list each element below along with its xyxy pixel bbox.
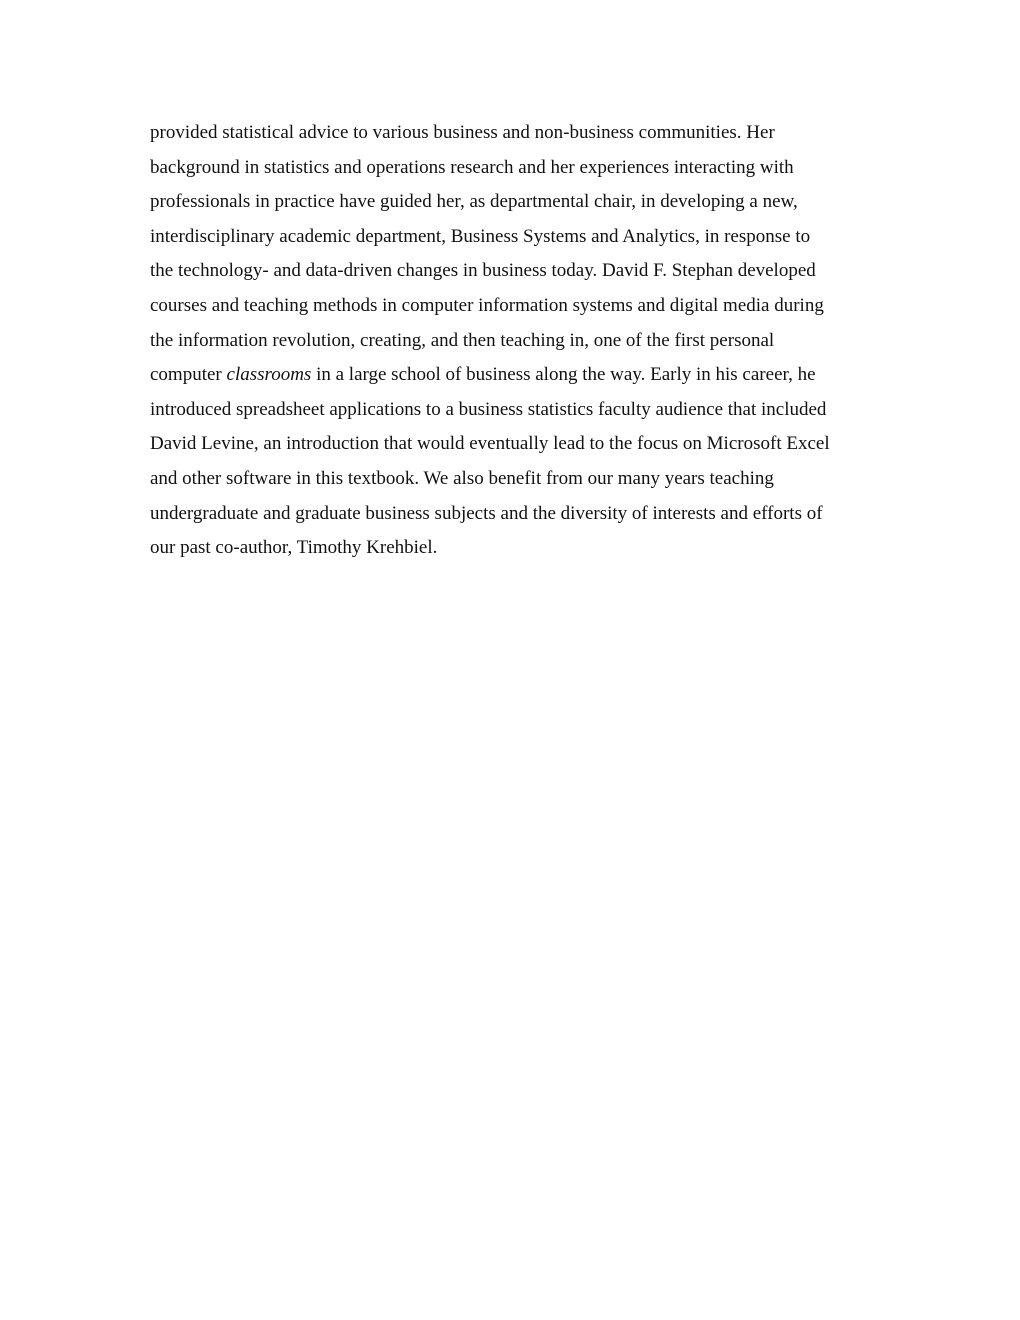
body-paragraph [150,116,890,566]
paragraph-line: courses and teaching methods in computer information systems and digital media during [150,294,824,316]
paragraph-line: David Levine, an introduction that would eventually lead to the focus on Microsoft Excel [150,433,830,455]
italic-word: classrooms [226,364,312,386]
paragraph-line: the information revolution, creating, and then teaching in, one of the first personal [150,329,775,351]
paragraph-line: and other software in this textbook. We also benefit from our many years teaching [150,467,774,489]
line-text-after-italic: in a large school of business along the way. Early in his career, he [311,364,816,386]
paragraph-line: background in statistics and operations research and her experiences interacting with [150,156,794,178]
paragraph-line: the technology- and data-driven changes in business today. David F. Stephan developed [150,260,816,282]
paragraph-line-with-italic [150,358,890,393]
paragraph-line: undergraduate and graduate business subjects and the diversity of interests and efforts of [150,502,823,524]
paragraph-line: interdisciplinary academic department, Business Systems and Analytics, in response to [150,225,811,247]
paragraph-line: introduced spreadsheet applications to a business statistics faculty audience that included [150,398,827,420]
paragraph-line: our past co-author, Timothy Krehbiel. [150,537,438,559]
line-text-before-italic: computer [150,364,227,386]
paragraph-line: professionals in practice have guided her, as departmental chair, in developing a new, [150,191,798,213]
paragraph-line: provided statistical advice to various business and non-business communities. Her [150,122,775,143]
